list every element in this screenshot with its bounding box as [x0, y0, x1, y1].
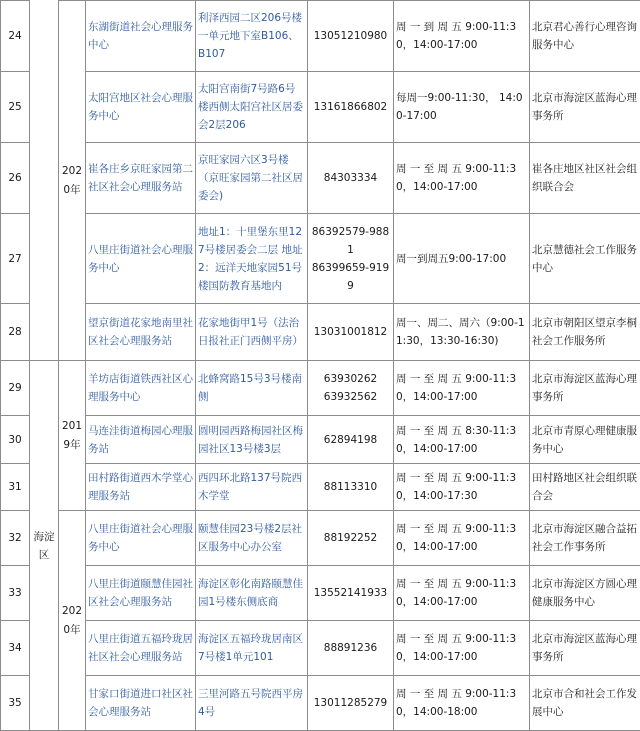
partner-org: 北京市海淀区融合益拓社会工作事务所	[530, 511, 640, 566]
partner-org: 北京市海淀区蓝海心理事务所	[530, 72, 640, 143]
address: 北蜂窝路15号3号楼南侧	[196, 361, 308, 416]
address: 三里河路五号院西平房4号	[196, 676, 308, 731]
org-name: 八里庄街道颐慧佳园社区社会心理服务站	[86, 566, 196, 621]
org-name: 羊坊店街道铁西社区心理服务中心	[86, 361, 196, 416]
row-number: 30	[1, 416, 30, 464]
org-name: 望京街道花家地南里社区社会心理服务站	[86, 304, 196, 361]
table-row	[1, 511, 640, 566]
year-cell: 2020年	[59, 511, 86, 731]
phone: 13031001812	[308, 304, 394, 361]
address: 太阳宫南街7号路6号楼西侧太阳宫社区居委会2层206	[196, 72, 308, 143]
row-number: 34	[1, 621, 30, 676]
phone: 13051210980	[308, 1, 394, 72]
table-row	[1, 72, 640, 143]
address: 圆明园西路梅园社区梅园社区13号楼3层	[196, 416, 308, 464]
phone: 88192252	[308, 511, 394, 566]
service-hours: 周 一 至 周 五 9:00-11:30，14:00-18:00	[394, 676, 530, 731]
table-row	[1, 621, 640, 676]
table-row	[1, 566, 640, 621]
partner-org: 北京君心善行心理咨询服务中心	[530, 1, 640, 72]
service-hours: 周 一 到 周 五 9:00-11:30，14:00-17:00	[394, 1, 530, 72]
service-hours: 周 一 至 周 五 9:00-11:30，14:00-17:00	[394, 143, 530, 214]
row-number: 33	[1, 566, 30, 621]
phone: 88891236	[308, 621, 394, 676]
service-hours: 周 一 至 周 五 9:00-11:30，14:00-17:00	[394, 511, 530, 566]
phone: 84303334	[308, 143, 394, 214]
year-cell: 2020年	[59, 1, 86, 361]
table-row	[1, 416, 640, 464]
address: 西四环北路137号院西木学堂	[196, 464, 308, 511]
service-hours: 周 一 至 周 五 9:00-11:30，14:00-17:00	[394, 361, 530, 416]
address: 花家地街甲1号（法治日报社正门西侧平房）	[196, 304, 308, 361]
partner-org: 北京慧德社会工作服务中心	[530, 214, 640, 304]
year-cell: 2019年	[59, 361, 86, 511]
row-number: 32	[1, 511, 30, 566]
address: 海淀区五福玲珑居南区7号楼1单元101	[196, 621, 308, 676]
service-hours: 每周一9:00-11:30， 14:00-17:00	[394, 72, 530, 143]
org-name: 田村路街道西木学堂心理服务站	[86, 464, 196, 511]
address: 利泽西园二区206号楼一单元地下室B106、B107	[196, 1, 308, 72]
address: 海淀区彰化南路颐慧佳园1号楼东侧底商	[196, 566, 308, 621]
address: 地址1：十里堡东里127号楼居委会二层 地址2：远洋天地家园51号楼国防教育基地内	[196, 214, 308, 304]
table-row	[1, 143, 640, 214]
district-cell: 海淀区	[30, 361, 59, 731]
org-name: 八里庄街道五福玲珑居社区社会心理服务站	[86, 621, 196, 676]
org-name: 甘家口街道进口社区社会心理服务站	[86, 676, 196, 731]
table-row	[1, 1, 640, 72]
table-row	[1, 464, 640, 511]
row-number: 25	[1, 72, 30, 143]
table-row	[1, 676, 640, 731]
phone: 88113310	[308, 464, 394, 511]
row-number: 24	[1, 1, 30, 72]
service-hours: 周一到周五9:00-17:00	[394, 214, 530, 304]
table-row	[1, 361, 640, 416]
row-number: 28	[1, 304, 30, 361]
org-name: 太阳宫地区社会心理服务中心	[86, 72, 196, 143]
phone: 62894198	[308, 416, 394, 464]
org-name: 八里庄街道社会心理服务中心	[86, 214, 196, 304]
row-number: 29	[1, 361, 30, 416]
partner-org: 田村路地区社会组织联合会	[530, 464, 640, 511]
org-name: 八里庄街道社会心理服务中心	[86, 511, 196, 566]
row-number: 27	[1, 214, 30, 304]
partner-org: 北京市合和社会工作发展中心	[530, 676, 640, 731]
org-name: 崔各庄乡京旺家园第二社区社会心理服务站	[86, 143, 196, 214]
service-hours: 周一、周二、周六（9:00-11:30，13:30-16:30)	[394, 304, 530, 361]
partner-org: 北京市海淀区蓝海心理事务所	[530, 361, 640, 416]
table-row	[1, 214, 640, 304]
row-number: 26	[1, 143, 30, 214]
address: 京旺家园六区3号楼（京旺家园第二社区居委会)	[196, 143, 308, 214]
service-hours: 周 一 至 周 五 9:00-11:30，14:00-17:00	[394, 621, 530, 676]
partner-org: 崔各庄地区社区社会组织联合会	[530, 143, 640, 214]
partner-org: 北京市青原心理健康服务中心	[530, 416, 640, 464]
row-number: 31	[1, 464, 30, 511]
row-number: 35	[1, 676, 30, 731]
address: 颐慧佳园23号楼2层社区服务中心办公室	[196, 511, 308, 566]
org-name: 东湖街道社会心理服务中心	[86, 1, 196, 72]
phone: 13161866802	[308, 72, 394, 143]
table-row	[1, 304, 640, 361]
service-hours: 周 一 至 周 五 9:00-11:30，14:00-17:00	[394, 566, 530, 621]
partner-org: 北京市海淀区蓝海心理事务所	[530, 621, 640, 676]
phone: 63930262 63932562	[308, 361, 394, 416]
phone: 13011285279	[308, 676, 394, 731]
district-cell	[30, 1, 59, 361]
partner-org: 北京市海淀区方圆心理健康服务中心	[530, 566, 640, 621]
partner-org: 北京市朝阳区望京李桐社会工作服务所	[530, 304, 640, 361]
phone: 86392579-9881 86399659-9199	[308, 214, 394, 304]
phone: 13552141933	[308, 566, 394, 621]
service-hours: 周 一 至 周 五 8:30-11:30，14:00-17:00	[394, 416, 530, 464]
service-hours: 周 一 至 周 五 9:00-11:30，14:00-17:30	[394, 464, 530, 511]
org-name: 马连洼街道梅园心理服务站	[86, 416, 196, 464]
